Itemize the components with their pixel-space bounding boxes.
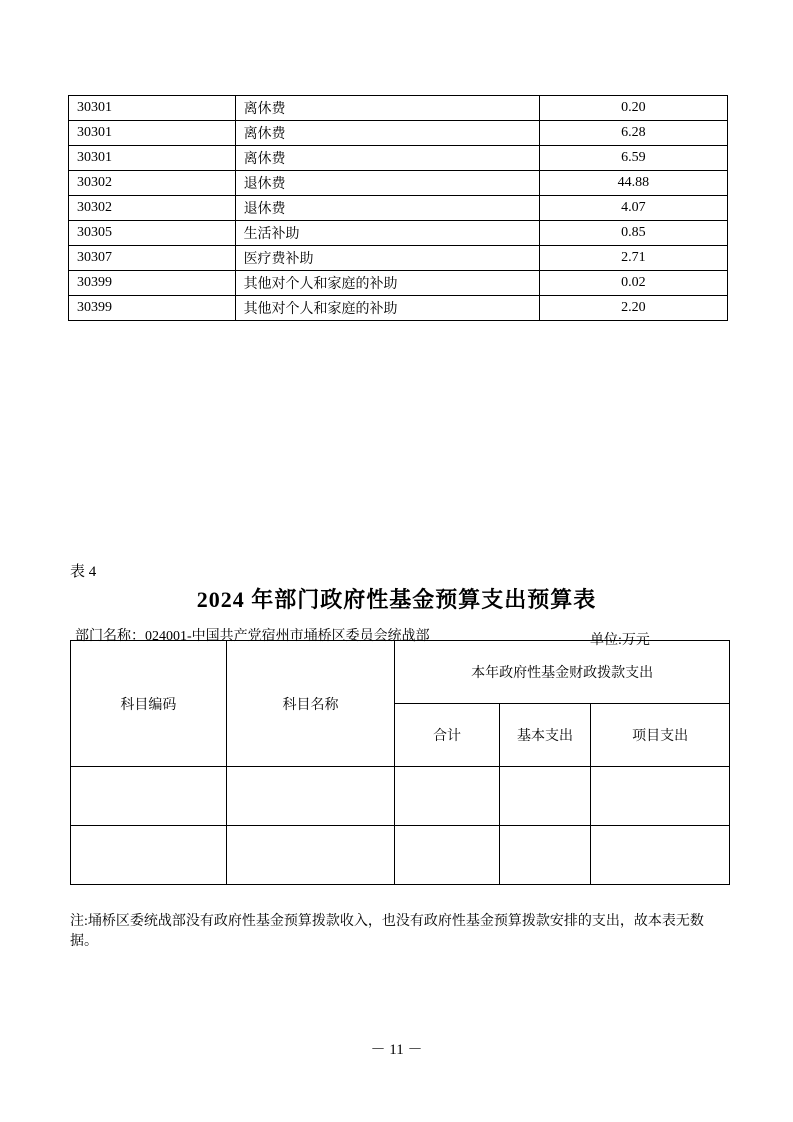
name-cell: 离休费 [235, 121, 539, 146]
top-budget-table [68, 95, 728, 321]
code-cell: 30302 [69, 196, 236, 221]
value-cell: 0.20 [539, 96, 727, 121]
table-row [69, 246, 728, 271]
table-row [69, 171, 728, 196]
value-cell: 2.20 [539, 296, 727, 321]
code-cell: 30301 [69, 146, 236, 171]
table-row [69, 121, 728, 146]
empty-cell [499, 826, 591, 885]
value-cell: 44.88 [539, 171, 727, 196]
table4-label: 表 4 [70, 564, 97, 580]
code-cell: 30302 [69, 171, 236, 196]
page-title: 2024 年部门政府性基金预算支出预算表 [196, 587, 597, 612]
value-cell: 0.02 [539, 271, 727, 296]
empty-cell [591, 826, 730, 885]
col-header-total: 合计 [395, 704, 499, 767]
empty-cell [499, 767, 591, 826]
fund-budget-table [70, 640, 730, 885]
page-number: － 11 － [370, 1042, 423, 1058]
unit-label: 单位:万元 [590, 633, 650, 648]
code-cell: 30307 [69, 246, 236, 271]
name-cell: 其他对个人和家庭的补助 [235, 296, 539, 321]
name-cell: 离休费 [235, 96, 539, 121]
empty-cell [591, 767, 730, 826]
header-row [71, 641, 730, 704]
name-cell: 其他对个人和家庭的补助 [235, 271, 539, 296]
empty-cell [395, 826, 499, 885]
col-header-project: 项目支出 [591, 704, 730, 767]
col-header-name: 科目名称 [226, 641, 395, 767]
table-row [69, 146, 728, 171]
value-cell: 0.85 [539, 221, 727, 246]
table-row [71, 767, 730, 826]
code-cell: 30399 [69, 271, 236, 296]
value-cell: 6.28 [539, 121, 727, 146]
name-cell: 离休费 [235, 146, 539, 171]
value-cell: 2.71 [539, 246, 727, 271]
name-cell: 退休费 [235, 171, 539, 196]
code-cell: 30301 [69, 121, 236, 146]
col-header-code: 科目编码 [71, 641, 227, 767]
name-cell: 生活补助 [235, 221, 539, 246]
code-cell: 30301 [69, 96, 236, 121]
empty-cell [71, 767, 227, 826]
table-row [69, 96, 728, 121]
empty-cell [226, 826, 395, 885]
table-row [69, 196, 728, 221]
department-name: 部门名称：024001-中国共产党宿州市埇桥区委员会统战部 [75, 629, 430, 644]
code-cell: 30399 [69, 296, 236, 321]
code-cell: 30305 [69, 221, 236, 246]
table-note: 注:埇桥区委统战部没有政府性基金预算拨款收入，也没有政府性基金预算拨款安排的支出，故本表无数据。 [70, 914, 704, 949]
value-cell: 6.59 [539, 146, 727, 171]
table-row [69, 221, 728, 246]
empty-cell [395, 767, 499, 826]
empty-cell [71, 826, 227, 885]
table-row [69, 296, 728, 321]
table-row [69, 271, 728, 296]
name-cell: 医疗费补助 [235, 246, 539, 271]
table-row [71, 826, 730, 885]
value-cell: 4.07 [539, 196, 727, 221]
col-header-basic: 基本支出 [499, 704, 591, 767]
col-header-group: 本年政府性基金财政拨款支出 [395, 641, 730, 704]
name-cell: 退休费 [235, 196, 539, 221]
empty-cell [226, 767, 395, 826]
